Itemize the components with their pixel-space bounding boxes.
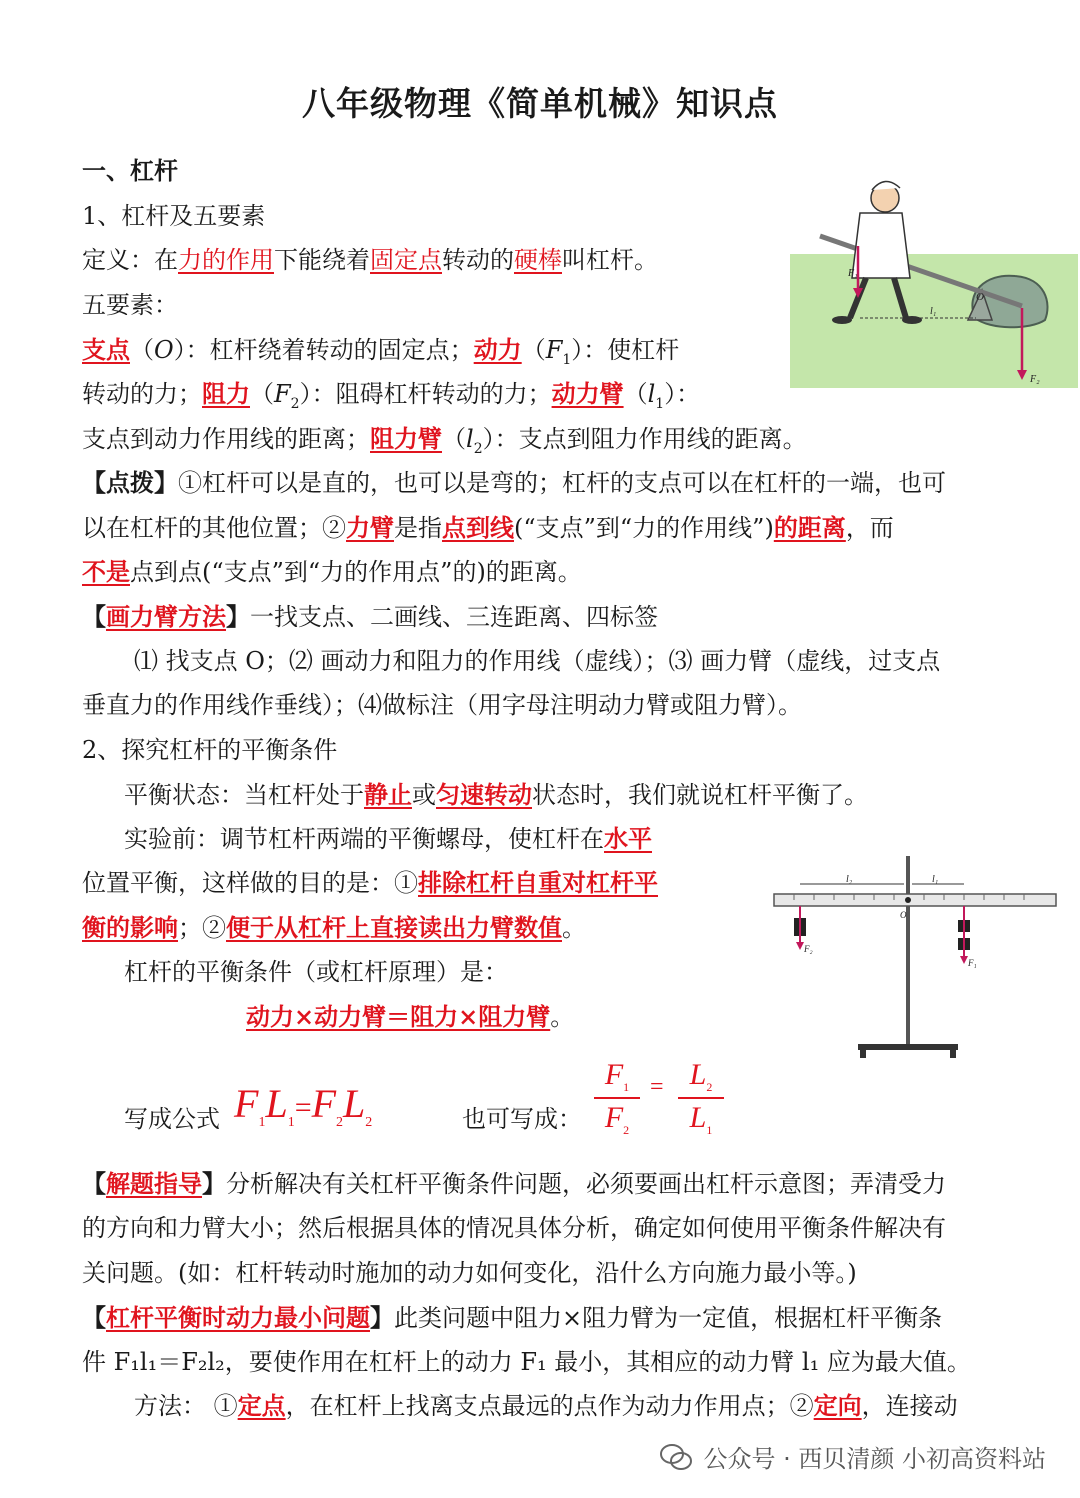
experiment-line-1: 实验前：调节杠杆两端的平衡螺母，使杠杆在水平 <box>124 824 652 853</box>
condition-line: 动力×动力臂＝阻力×阻力臂。 <box>246 1002 575 1031</box>
fraction-right: $L_2$ $L_1$ <box>678 1058 724 1138</box>
watermark-text: 公众号 · 西贝清颜 小初高资料站 <box>703 1445 1046 1473</box>
elements-line-2: 转动的力；阻力$(F_2)$：阻碍杠杆转动的力；动力臂$(l_1)$： <box>82 379 701 412</box>
balance-condition: 动力×动力臂＝阻力×阻力臂 <box>246 1002 551 1031</box>
keyword: 排除杠杆自重对杠杆平 <box>418 868 658 897</box>
person-coat <box>852 213 910 278</box>
experiment-line-3: 衡的影响；②便于从杠杆上直接读出力臂数值。 <box>82 913 586 942</box>
keyword: 静止 <box>364 780 412 809</box>
keyword: 固定点 <box>370 246 442 274</box>
keyword: 阻力臂 <box>370 424 442 453</box>
f2-label: F₂ <box>804 944 813 954</box>
method-line-1: 【画力臂方法】一找支点、二画线、三连距离、四标签 <box>82 602 658 631</box>
keyword: 画力臂方法 <box>106 602 226 631</box>
subsection-heading-2: 2、探究杠杆的平衡条件 <box>82 736 338 764</box>
elements-line-1: 支点（O）：杠杆绕着转动的固定点；动力$(F_1)$：使杠杆 <box>82 335 680 368</box>
f1-arrow-icon <box>960 956 968 964</box>
keyword: 阻力 <box>202 379 250 408</box>
l2-label: l₂ <box>846 874 853 885</box>
o-label: O <box>976 291 984 303</box>
minforce-line-1: 【杠杆平衡时动力最小问题】此类问题中阻力×阻力臂为一定值，根据杠杆平衡条 <box>82 1303 943 1332</box>
f1-label: F₁ <box>848 268 858 279</box>
condition-label: 杠杆的平衡条件（或杠杆原理）是： <box>124 958 508 986</box>
minforce-line-2: 件 F₁l₁＝F₂l₂，要使作用在杠杆上的动力 F₁ 最小，其相应的动力臂 l₁ 应为最大值。 <box>82 1348 971 1376</box>
keyword: 衡的影响 <box>82 913 178 942</box>
keyword: 便于从杠杆上直接读出力臂数值 <box>226 913 562 942</box>
page-title: 八年级物理《简单机械》知识点 <box>302 84 778 123</box>
balance-experiment-figure <box>754 856 1064 1060</box>
formula-label: 写成公式 <box>124 1105 220 1133</box>
tip-line-2: 以在杠杆的其他位置；②力臂是指点到线(“支点”到“力的作用线”)的距离，而 <box>82 513 894 542</box>
lever-illustration <box>790 168 1078 388</box>
pivot <box>905 897 911 903</box>
watermark <box>659 1439 1046 1474</box>
keyword: 的距离 <box>773 513 846 542</box>
method-line-2: ⑴ 找支点 O；⑵ 画动力和阻力的作用线（虚线）；⑶ 画力臂（虚线，过支点 <box>134 647 941 675</box>
keyword: 支点 <box>82 335 130 364</box>
keyword: 不是 <box>82 557 130 586</box>
experiment-line-2: 位置平衡，这样做的目的是：①排除杠杆自重对杠杆平 <box>82 868 658 897</box>
keyword: 动力 <box>473 335 522 364</box>
keyword: 定点 <box>237 1391 286 1420</box>
f2-arrow-icon <box>796 942 804 950</box>
section-heading: 一、杠杆 <box>82 157 178 185</box>
stand-base <box>858 1044 958 1050</box>
tip-label: 【点拨】 <box>82 469 178 497</box>
tip-line-3: 不是点到点(“支点”到“力的作用点”的)的距离。 <box>82 557 582 586</box>
alt-formula-label: 也可写成： <box>462 1105 582 1133</box>
keyword: 点到线 <box>442 513 514 542</box>
l1-label: l₁ <box>930 306 937 317</box>
definition-line: 定义：在力的作用下能绕着固定点转动的硬棒叫杠杆。 <box>82 246 658 274</box>
subsection-heading: 1、杠杆及五要素 <box>82 202 266 230</box>
keyword: 杠杆平衡时动力最小问题 <box>106 1303 370 1332</box>
fraction-equals: = <box>650 1074 664 1100</box>
method-line-3: 垂直力的作用线作垂线）；⑷做标注（用字母注明动力臂或阻力臂）。 <box>82 691 802 719</box>
keyword: 力的作用 <box>178 246 274 274</box>
keyword: 解题指导 <box>106 1169 202 1198</box>
fraction-left: $F_1$ $F_2$ <box>594 1058 640 1138</box>
guide-line-2: 的方向和力臂大小；然后根据具体的情况具体分析，确定如何使用平衡条件解决有 <box>82 1214 946 1242</box>
o-label: O <box>900 910 907 920</box>
elements-line-3: 支点到动力作用线的距离；阻力臂$(l_2)$：支点到阻力作用线的距离。 <box>82 424 807 457</box>
f2-label: F₂ <box>1030 374 1040 385</box>
l1-label: l₁ <box>932 874 939 885</box>
guide-line-3: 关问题。(如：杠杆转动时施加的动力如何变化，沿什么方向施力最小等。) <box>82 1259 857 1287</box>
tip-line-1: 【点拨】①杠杆可以是直的，也可以是弯的；杠杆的支点可以在杠杆的一端，也可 <box>82 469 946 497</box>
guide-line-1: 【解题指导】分析解决有关杠杆平衡条件问题，必须要画出杠杆示意图；弄清受力 <box>82 1169 946 1198</box>
five-elements-label: 五要素： <box>82 291 178 319</box>
formula-main: $F_1L_1=F_2L_2$ <box>234 1081 373 1130</box>
balance-line: 平衡状态：当杠杆处于静止或匀速转动状态时，我们就说杠杆平衡了。 <box>124 780 868 809</box>
keyword: 硬棒 <box>514 246 562 274</box>
keyword: 动力臂 <box>551 379 624 408</box>
lever-ruler <box>774 894 1056 906</box>
keyword: 水平 <box>604 824 652 853</box>
keyword: 定向 <box>813 1391 862 1420</box>
wechat-icon <box>659 1442 693 1472</box>
keyword: 匀速转动 <box>436 780 532 809</box>
f1-label: F₁ <box>968 958 977 968</box>
method2-line: 方法： ①定点，在杠杆上找离支点最远的点作为动力作用点；②定向，连接动 <box>134 1391 958 1420</box>
keyword: 力臂 <box>346 513 394 542</box>
